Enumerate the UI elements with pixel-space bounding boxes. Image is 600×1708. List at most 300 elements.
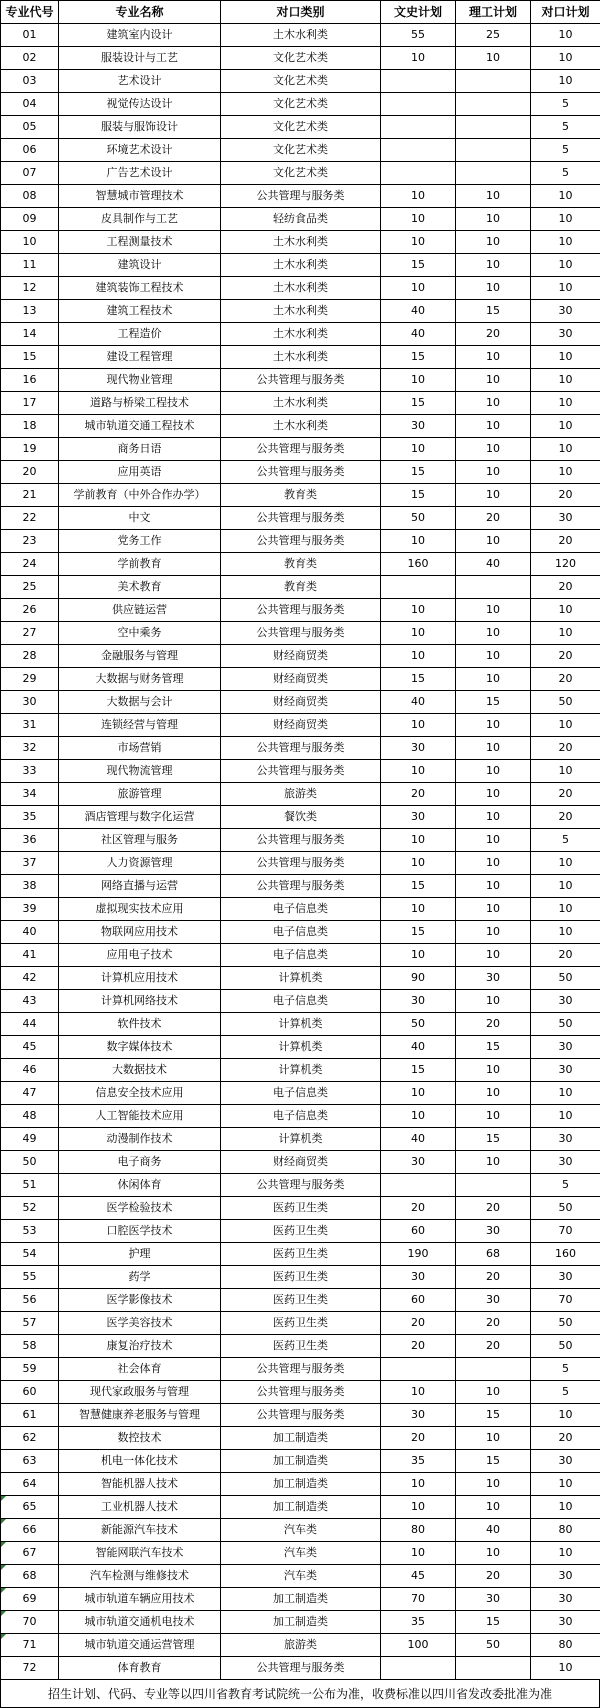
table-row (1, 1220, 600, 1243)
major-code-cell: 65 (1, 1496, 59, 1519)
major-name-cell: 大数据与财务管理 (59, 668, 221, 691)
table-row (1, 1519, 600, 1542)
category-cell: 公共管理与服务类 (221, 875, 381, 898)
vocational-plan-cell: 5 (531, 139, 600, 162)
major-name-cell: 城市轨道车辆应用技术 (59, 1588, 221, 1611)
vocational-plan-cell: 10 (531, 461, 600, 484)
major-name-cell: 服装与服饰设计 (59, 116, 221, 139)
vocational-plan-cell: 120 (531, 553, 600, 576)
major-code-cell: 71 (1, 1634, 59, 1657)
liberal-arts-plan-cell: 10 (381, 622, 456, 645)
vocational-plan-cell: 10 (531, 208, 600, 231)
vocational-plan-cell: 50 (531, 1335, 600, 1358)
category-cell: 轻纺食品类 (221, 208, 381, 231)
major-name-cell: 空中乘务 (59, 622, 221, 645)
vocational-plan-cell: 30 (531, 1565, 600, 1588)
category-cell: 计算机类 (221, 1128, 381, 1151)
table-row (1, 1082, 600, 1105)
major-name-cell: 工程测量技术 (59, 231, 221, 254)
liberal-arts-plan-cell: 10 (381, 231, 456, 254)
vocational-plan-cell: 5 (531, 1174, 600, 1197)
science-plan-cell: 20 (456, 1197, 531, 1220)
major-code-cell: 40 (1, 921, 59, 944)
vocational-plan-cell: 50 (531, 1312, 600, 1335)
major-code-cell: 31 (1, 714, 59, 737)
major-name-cell: 社会体育 (59, 1358, 221, 1381)
vocational-plan-cell: 10 (531, 760, 600, 783)
category-cell: 文化艺术类 (221, 47, 381, 70)
liberal-arts-plan-cell: 40 (381, 1036, 456, 1059)
major-code-cell: 58 (1, 1335, 59, 1358)
major-name-cell: 环境艺术设计 (59, 139, 221, 162)
vocational-plan-cell: 10 (531, 438, 600, 461)
vocational-plan-cell: 10 (531, 254, 600, 277)
major-code-cell: 68 (1, 1565, 59, 1588)
science-plan-cell: 20 (456, 1266, 531, 1289)
vocational-plan-cell: 10 (531, 714, 600, 737)
science-plan-cell: 10 (456, 668, 531, 691)
table-row (1, 392, 600, 415)
category-cell: 电子信息类 (221, 990, 381, 1013)
category-cell: 文化艺术类 (221, 162, 381, 185)
major-code-cell: 45 (1, 1036, 59, 1059)
vocational-plan-cell: 10 (531, 70, 600, 93)
major-name-cell: 学前教育（中外合作办学） (59, 484, 221, 507)
major-name-cell: 休闲体育 (59, 1174, 221, 1197)
table-row (1, 1450, 600, 1473)
major-name-cell: 城市轨道交通机电技术 (59, 1611, 221, 1634)
table-row (1, 852, 600, 875)
table-row (1, 346, 600, 369)
category-cell: 财经商贸类 (221, 668, 381, 691)
category-cell: 文化艺术类 (221, 116, 381, 139)
major-name-cell: 体育教育 (59, 1657, 221, 1680)
vocational-plan-cell: 10 (531, 1105, 600, 1128)
footnote: 招生计划、代码、专业等以四川省教育考试院统一公布为准，收费标准以四川省发改委批准为准 (0, 1680, 600, 1708)
major-code-cell: 12 (1, 277, 59, 300)
table-row (1, 231, 600, 254)
category-cell: 公共管理与服务类 (221, 1404, 381, 1427)
category-cell: 电子信息类 (221, 898, 381, 921)
table-row (1, 484, 600, 507)
liberal-arts-plan-cell: 90 (381, 967, 456, 990)
table-body (1, 24, 600, 1680)
major-name-cell: 连锁经营与管理 (59, 714, 221, 737)
science-plan-cell: 20 (456, 1565, 531, 1588)
vocational-plan-cell: 30 (531, 1036, 600, 1059)
major-code-cell: 11 (1, 254, 59, 277)
vocational-plan-cell: 10 (531, 921, 600, 944)
category-cell: 公共管理与服务类 (221, 599, 381, 622)
major-name-cell: 智慧城市管理技术 (59, 185, 221, 208)
vocational-plan-cell: 10 (531, 369, 600, 392)
major-name-cell: 中文 (59, 507, 221, 530)
liberal-arts-plan-cell: 10 (381, 1496, 456, 1519)
liberal-arts-plan-cell: 15 (381, 461, 456, 484)
category-cell: 医药卫生类 (221, 1243, 381, 1266)
table-row (1, 944, 600, 967)
science-plan-cell: 10 (456, 369, 531, 392)
table-row (1, 116, 600, 139)
major-name-cell: 现代物流管理 (59, 760, 221, 783)
science-plan-cell: 30 (456, 1220, 531, 1243)
table-row (1, 829, 600, 852)
table-row (1, 737, 600, 760)
science-plan-cell: 10 (456, 599, 531, 622)
liberal-arts-plan-cell: 40 (381, 691, 456, 714)
category-cell: 公共管理与服务类 (221, 1174, 381, 1197)
liberal-arts-plan-cell: 10 (381, 852, 456, 875)
major-name-cell: 现代物业管理 (59, 369, 221, 392)
liberal-arts-plan-cell: 20 (381, 1427, 456, 1450)
major-name-cell: 网络直播与运营 (59, 875, 221, 898)
table-row (1, 967, 600, 990)
major-code-cell: 53 (1, 1220, 59, 1243)
liberal-arts-plan-cell: 20 (381, 1197, 456, 1220)
major-code-cell: 26 (1, 599, 59, 622)
category-cell: 土木水利类 (221, 392, 381, 415)
science-plan-cell: 20 (456, 1013, 531, 1036)
liberal-arts-plan-cell (381, 576, 456, 599)
science-plan-cell: 20 (456, 1335, 531, 1358)
science-plan-cell (456, 1358, 531, 1381)
vocational-plan-cell: 20 (531, 944, 600, 967)
category-cell: 旅游类 (221, 783, 381, 806)
science-plan-cell: 10 (456, 208, 531, 231)
science-plan-cell: 30 (456, 1588, 531, 1611)
table-row (1, 369, 600, 392)
major-name-cell: 计算机应用技术 (59, 967, 221, 990)
liberal-arts-plan-cell: 30 (381, 415, 456, 438)
science-plan-cell: 10 (456, 829, 531, 852)
major-name-cell: 动漫制作技术 (59, 1128, 221, 1151)
liberal-arts-plan-cell: 15 (381, 484, 456, 507)
science-plan-cell: 10 (456, 990, 531, 1013)
science-plan-cell: 30 (456, 967, 531, 990)
category-cell: 土木水利类 (221, 323, 381, 346)
major-code-cell: 09 (1, 208, 59, 231)
major-code-cell: 59 (1, 1358, 59, 1381)
liberal-arts-plan-cell: 10 (381, 829, 456, 852)
major-code-cell: 54 (1, 1243, 59, 1266)
table-row (1, 415, 600, 438)
science-plan-cell (456, 162, 531, 185)
science-plan-cell: 10 (456, 277, 531, 300)
table-row (1, 714, 600, 737)
liberal-arts-plan-cell: 30 (381, 990, 456, 1013)
major-code-cell: 05 (1, 116, 59, 139)
science-plan-cell: 10 (456, 1381, 531, 1404)
liberal-arts-plan-cell: 15 (381, 346, 456, 369)
major-name-cell: 数字媒体技术 (59, 1036, 221, 1059)
table-row (1, 645, 600, 668)
major-name-cell: 建筑设计 (59, 254, 221, 277)
category-cell: 公共管理与服务类 (221, 530, 381, 553)
science-plan-cell: 10 (456, 783, 531, 806)
major-name-cell: 现代家政服务与管理 (59, 1381, 221, 1404)
liberal-arts-plan-cell: 50 (381, 1013, 456, 1036)
vocational-plan-cell: 20 (531, 668, 600, 691)
category-cell: 公共管理与服务类 (221, 760, 381, 783)
major-code-cell: 69 (1, 1588, 59, 1611)
category-cell: 计算机类 (221, 967, 381, 990)
major-code-cell: 13 (1, 300, 59, 323)
table-row (1, 990, 600, 1013)
major-name-cell: 旅游管理 (59, 783, 221, 806)
table-row (1, 553, 600, 576)
liberal-arts-plan-cell: 10 (381, 714, 456, 737)
science-plan-cell: 10 (456, 1082, 531, 1105)
category-cell: 加工制造类 (221, 1427, 381, 1450)
table-row (1, 691, 600, 714)
major-name-cell: 视觉传达设计 (59, 93, 221, 116)
major-name-cell: 医学美容技术 (59, 1312, 221, 1335)
vocational-plan-cell: 10 (531, 346, 600, 369)
major-code-cell: 24 (1, 553, 59, 576)
major-name-cell: 信息安全技术应用 (59, 1082, 221, 1105)
major-code-cell: 60 (1, 1381, 59, 1404)
major-name-cell: 服装设计与工艺 (59, 47, 221, 70)
major-code-cell: 28 (1, 645, 59, 668)
major-code-cell: 04 (1, 93, 59, 116)
science-plan-cell: 10 (456, 346, 531, 369)
major-name-cell: 康复治疗技术 (59, 1335, 221, 1358)
table-row (1, 1289, 600, 1312)
table-row (1, 24, 600, 47)
header-major-name: 专业名称 (59, 1, 221, 24)
liberal-arts-plan-cell: 40 (381, 323, 456, 346)
vocational-plan-cell: 10 (531, 415, 600, 438)
liberal-arts-plan-cell: 30 (381, 737, 456, 760)
table-row (1, 1266, 600, 1289)
liberal-arts-plan-cell: 10 (381, 1473, 456, 1496)
science-plan-cell: 15 (456, 1128, 531, 1151)
category-cell: 医药卫生类 (221, 1197, 381, 1220)
category-cell: 医药卫生类 (221, 1266, 381, 1289)
category-cell: 电子信息类 (221, 921, 381, 944)
science-plan-cell: 10 (456, 461, 531, 484)
vocational-plan-cell: 5 (531, 93, 600, 116)
major-code-cell: 61 (1, 1404, 59, 1427)
science-plan-cell: 10 (456, 415, 531, 438)
major-name-cell: 供应链运营 (59, 599, 221, 622)
science-plan-cell: 10 (456, 484, 531, 507)
vocational-plan-cell: 50 (531, 1197, 600, 1220)
major-name-cell: 建筑装饰工程技术 (59, 277, 221, 300)
category-cell: 公共管理与服务类 (221, 185, 381, 208)
major-code-cell: 66 (1, 1519, 59, 1542)
liberal-arts-plan-cell: 100 (381, 1634, 456, 1657)
science-plan-cell: 10 (456, 898, 531, 921)
vocational-plan-cell: 10 (531, 47, 600, 70)
major-code-cell: 57 (1, 1312, 59, 1335)
table-row (1, 921, 600, 944)
header-science-plan: 理工计划 (456, 1, 531, 24)
science-plan-cell: 10 (456, 530, 531, 553)
major-code-cell: 55 (1, 1266, 59, 1289)
liberal-arts-plan-cell: 10 (381, 47, 456, 70)
category-cell: 教育类 (221, 576, 381, 599)
table-row (1, 1358, 600, 1381)
vocational-plan-cell: 30 (531, 323, 600, 346)
table-row (1, 1542, 600, 1565)
table-row (1, 438, 600, 461)
vocational-plan-cell: 10 (531, 1404, 600, 1427)
category-cell: 加工制造类 (221, 1496, 381, 1519)
table-row (1, 254, 600, 277)
major-name-cell: 城市轨道交通工程技术 (59, 415, 221, 438)
category-cell: 文化艺术类 (221, 139, 381, 162)
category-cell: 公共管理与服务类 (221, 507, 381, 530)
vocational-plan-cell: 5 (531, 1381, 600, 1404)
header-liberal-arts-plan: 文史计划 (381, 1, 456, 24)
category-cell: 电子信息类 (221, 944, 381, 967)
liberal-arts-plan-cell: 15 (381, 921, 456, 944)
category-cell: 财经商贸类 (221, 714, 381, 737)
major-code-cell: 19 (1, 438, 59, 461)
vocational-plan-cell: 20 (531, 576, 600, 599)
major-name-cell: 新能源汽车技术 (59, 1519, 221, 1542)
major-code-cell: 25 (1, 576, 59, 599)
major-code-cell: 03 (1, 70, 59, 93)
major-code-cell: 70 (1, 1611, 59, 1634)
table-row (1, 898, 600, 921)
vocational-plan-cell: 50 (531, 691, 600, 714)
major-name-cell: 物联网应用技术 (59, 921, 221, 944)
major-name-cell: 口腔医学技术 (59, 1220, 221, 1243)
table-row (1, 1473, 600, 1496)
liberal-arts-plan-cell: 20 (381, 783, 456, 806)
category-cell: 土木水利类 (221, 231, 381, 254)
science-plan-cell: 15 (456, 691, 531, 714)
major-name-cell: 建设工程管理 (59, 346, 221, 369)
liberal-arts-plan-cell: 10 (381, 760, 456, 783)
vocational-plan-cell: 50 (531, 1013, 600, 1036)
major-code-cell: 36 (1, 829, 59, 852)
vocational-plan-cell: 10 (531, 1496, 600, 1519)
category-cell: 加工制造类 (221, 1588, 381, 1611)
major-code-cell: 27 (1, 622, 59, 645)
category-cell: 土木水利类 (221, 277, 381, 300)
liberal-arts-plan-cell: 30 (381, 1266, 456, 1289)
science-plan-cell (456, 1174, 531, 1197)
table-row (1, 760, 600, 783)
table-row (1, 783, 600, 806)
liberal-arts-plan-cell: 10 (381, 530, 456, 553)
table-row (1, 622, 600, 645)
vocational-plan-cell: 10 (531, 1657, 600, 1680)
major-name-cell: 应用电子技术 (59, 944, 221, 967)
category-cell: 汽车类 (221, 1542, 381, 1565)
liberal-arts-plan-cell: 15 (381, 875, 456, 898)
science-plan-cell: 40 (456, 553, 531, 576)
table-row (1, 1657, 600, 1680)
science-plan-cell: 10 (456, 1427, 531, 1450)
major-code-cell: 01 (1, 24, 59, 47)
science-plan-cell: 20 (456, 323, 531, 346)
major-name-cell: 广告艺术设计 (59, 162, 221, 185)
major-code-cell: 43 (1, 990, 59, 1013)
science-plan-cell: 10 (456, 47, 531, 70)
major-code-cell: 42 (1, 967, 59, 990)
category-cell: 汽车类 (221, 1519, 381, 1542)
major-code-cell: 17 (1, 392, 59, 415)
liberal-arts-plan-cell: 30 (381, 1404, 456, 1427)
major-code-cell: 38 (1, 875, 59, 898)
liberal-arts-plan-cell: 10 (381, 1381, 456, 1404)
liberal-arts-plan-cell: 60 (381, 1289, 456, 1312)
vocational-plan-cell: 160 (531, 1243, 600, 1266)
table-row (1, 1496, 600, 1519)
category-cell: 土木水利类 (221, 24, 381, 47)
category-cell: 财经商贸类 (221, 691, 381, 714)
major-code-cell: 18 (1, 415, 59, 438)
vocational-plan-cell: 80 (531, 1519, 600, 1542)
science-plan-cell: 10 (456, 1496, 531, 1519)
vocational-plan-cell: 10 (531, 24, 600, 47)
category-cell: 教育类 (221, 484, 381, 507)
category-cell: 公共管理与服务类 (221, 1657, 381, 1680)
vocational-plan-cell: 30 (531, 990, 600, 1013)
major-name-cell: 智能机器人技术 (59, 1473, 221, 1496)
major-code-cell: 51 (1, 1174, 59, 1197)
major-name-cell: 城市轨道交通运营管理 (59, 1634, 221, 1657)
major-name-cell: 虚拟现实技术应用 (59, 898, 221, 921)
category-cell: 计算机类 (221, 1013, 381, 1036)
major-code-cell: 21 (1, 484, 59, 507)
science-plan-cell: 40 (456, 1519, 531, 1542)
major-code-cell: 10 (1, 231, 59, 254)
major-name-cell: 工业机器人技术 (59, 1496, 221, 1519)
category-cell: 公共管理与服务类 (221, 852, 381, 875)
science-plan-cell: 10 (456, 1151, 531, 1174)
major-code-cell: 22 (1, 507, 59, 530)
vocational-plan-cell: 10 (531, 392, 600, 415)
major-name-cell: 金融服务与管理 (59, 645, 221, 668)
science-plan-cell: 10 (456, 714, 531, 737)
vocational-plan-cell: 10 (531, 875, 600, 898)
vocational-plan-cell: 30 (531, 1588, 600, 1611)
vocational-plan-cell: 20 (531, 737, 600, 760)
liberal-arts-plan-cell: 10 (381, 1105, 456, 1128)
liberal-arts-plan-cell: 190 (381, 1243, 456, 1266)
table-row (1, 208, 600, 231)
major-code-cell: 62 (1, 1427, 59, 1450)
science-plan-cell: 30 (456, 1289, 531, 1312)
vocational-plan-cell: 80 (531, 1634, 600, 1657)
major-code-cell: 48 (1, 1105, 59, 1128)
major-name-cell: 艺术设计 (59, 70, 221, 93)
vocational-plan-cell: 30 (531, 300, 600, 323)
major-code-cell: 50 (1, 1151, 59, 1174)
vocational-plan-cell: 20 (531, 645, 600, 668)
table-row (1, 1013, 600, 1036)
liberal-arts-plan-cell: 35 (381, 1450, 456, 1473)
table-row (1, 668, 600, 691)
category-cell: 旅游类 (221, 1634, 381, 1657)
science-plan-cell: 10 (456, 254, 531, 277)
major-name-cell: 智慧健康养老服务与管理 (59, 1404, 221, 1427)
vocational-plan-cell: 20 (531, 530, 600, 553)
category-cell: 公共管理与服务类 (221, 737, 381, 760)
category-cell: 电子信息类 (221, 1082, 381, 1105)
vocational-plan-cell: 50 (531, 967, 600, 990)
category-cell: 加工制造类 (221, 1611, 381, 1634)
major-code-cell: 30 (1, 691, 59, 714)
liberal-arts-plan-cell: 55 (381, 24, 456, 47)
liberal-arts-plan-cell: 80 (381, 1519, 456, 1542)
science-plan-cell (456, 70, 531, 93)
